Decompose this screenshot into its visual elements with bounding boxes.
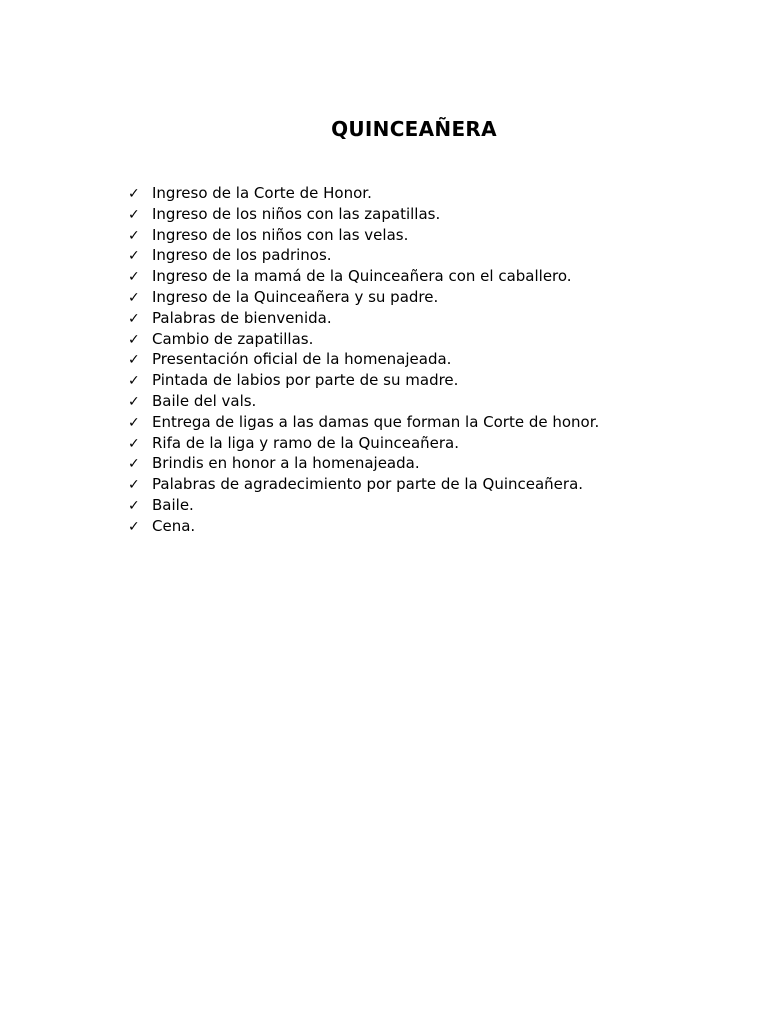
checkmark-icon: ✓ — [128, 248, 140, 265]
list-item-text: Cambio de zapatillas. — [152, 329, 314, 348]
list-item-text: Palabras de bienvenida. — [152, 308, 332, 327]
checkmark-icon: ✓ — [128, 206, 140, 223]
checkmark-icon: ✓ — [128, 456, 140, 473]
list-item — [128, 329, 599, 350]
list-item — [128, 204, 599, 225]
checkmark-icon: ✓ — [128, 310, 140, 327]
checkmark-icon: ✓ — [128, 331, 140, 348]
checkmark-icon: ✓ — [128, 477, 140, 494]
event-checklist — [128, 183, 599, 537]
list-item — [128, 412, 599, 433]
list-item-text: Baile del vals. — [152, 391, 257, 410]
checkmark-icon: ✓ — [128, 227, 140, 244]
checkmark-icon: ✓ — [128, 497, 140, 514]
list-item — [128, 287, 599, 308]
list-item — [128, 474, 599, 495]
checkmark-icon: ✓ — [128, 414, 140, 431]
list-item-text: Ingreso de la Corte de Honor. — [152, 184, 372, 202]
list-item-text: Ingreso de los niños con las velas. — [152, 225, 409, 244]
list-item — [128, 225, 599, 246]
checkmark-icon: ✓ — [128, 393, 140, 410]
list-item-text: Cena. — [152, 516, 196, 535]
list-item — [128, 308, 599, 329]
checkmark-icon: ✓ — [128, 352, 140, 369]
checkmark-icon: ✓ — [128, 435, 140, 452]
list-item-text: Palabras de agradecimiento por parte de la Quinceañera. — [152, 475, 584, 494]
list-item — [128, 453, 599, 474]
checkmark-icon: ✓ — [128, 269, 140, 286]
list-item — [128, 245, 599, 266]
list-item — [128, 349, 599, 370]
list-item-text: Rifa de la liga y ramo de la Quinceañera. — [152, 433, 460, 452]
list-item — [128, 266, 599, 287]
list-item-text: Ingreso de los niños con las zapatillas. — [152, 204, 441, 223]
list-item — [128, 183, 599, 204]
list-item-text: Ingreso de la Quinceañera y su padre. — [152, 287, 439, 306]
list-item — [128, 495, 599, 516]
page-title: QUINCEAÑERA — [331, 117, 497, 141]
checkmark-icon: ✓ — [128, 518, 140, 535]
list-item — [128, 391, 599, 412]
list-item-text: Pintada de labios por parte de su madre. — [152, 371, 459, 390]
checkmark-icon: ✓ — [128, 373, 140, 390]
list-item-text: Ingreso de los padrinos. — [152, 246, 332, 265]
list-item — [128, 370, 599, 391]
list-item-text: Entrega de ligas a las damas que forman la Corte de honor. — [152, 412, 600, 431]
list-item — [128, 516, 599, 537]
list-item-text: Baile. — [152, 495, 194, 514]
checkmark-icon: ✓ — [128, 289, 140, 306]
list-item — [128, 433, 599, 454]
checkmark-icon: ✓ — [128, 186, 140, 202]
list-item-text: Brindis en honor a la homenajeada. — [152, 454, 420, 473]
list-item-text: Presentación oficial de la homenajeada. — [152, 350, 452, 369]
list-item-text: Ingreso de la mamá de la Quinceañera con el caballero. — [152, 267, 572, 286]
